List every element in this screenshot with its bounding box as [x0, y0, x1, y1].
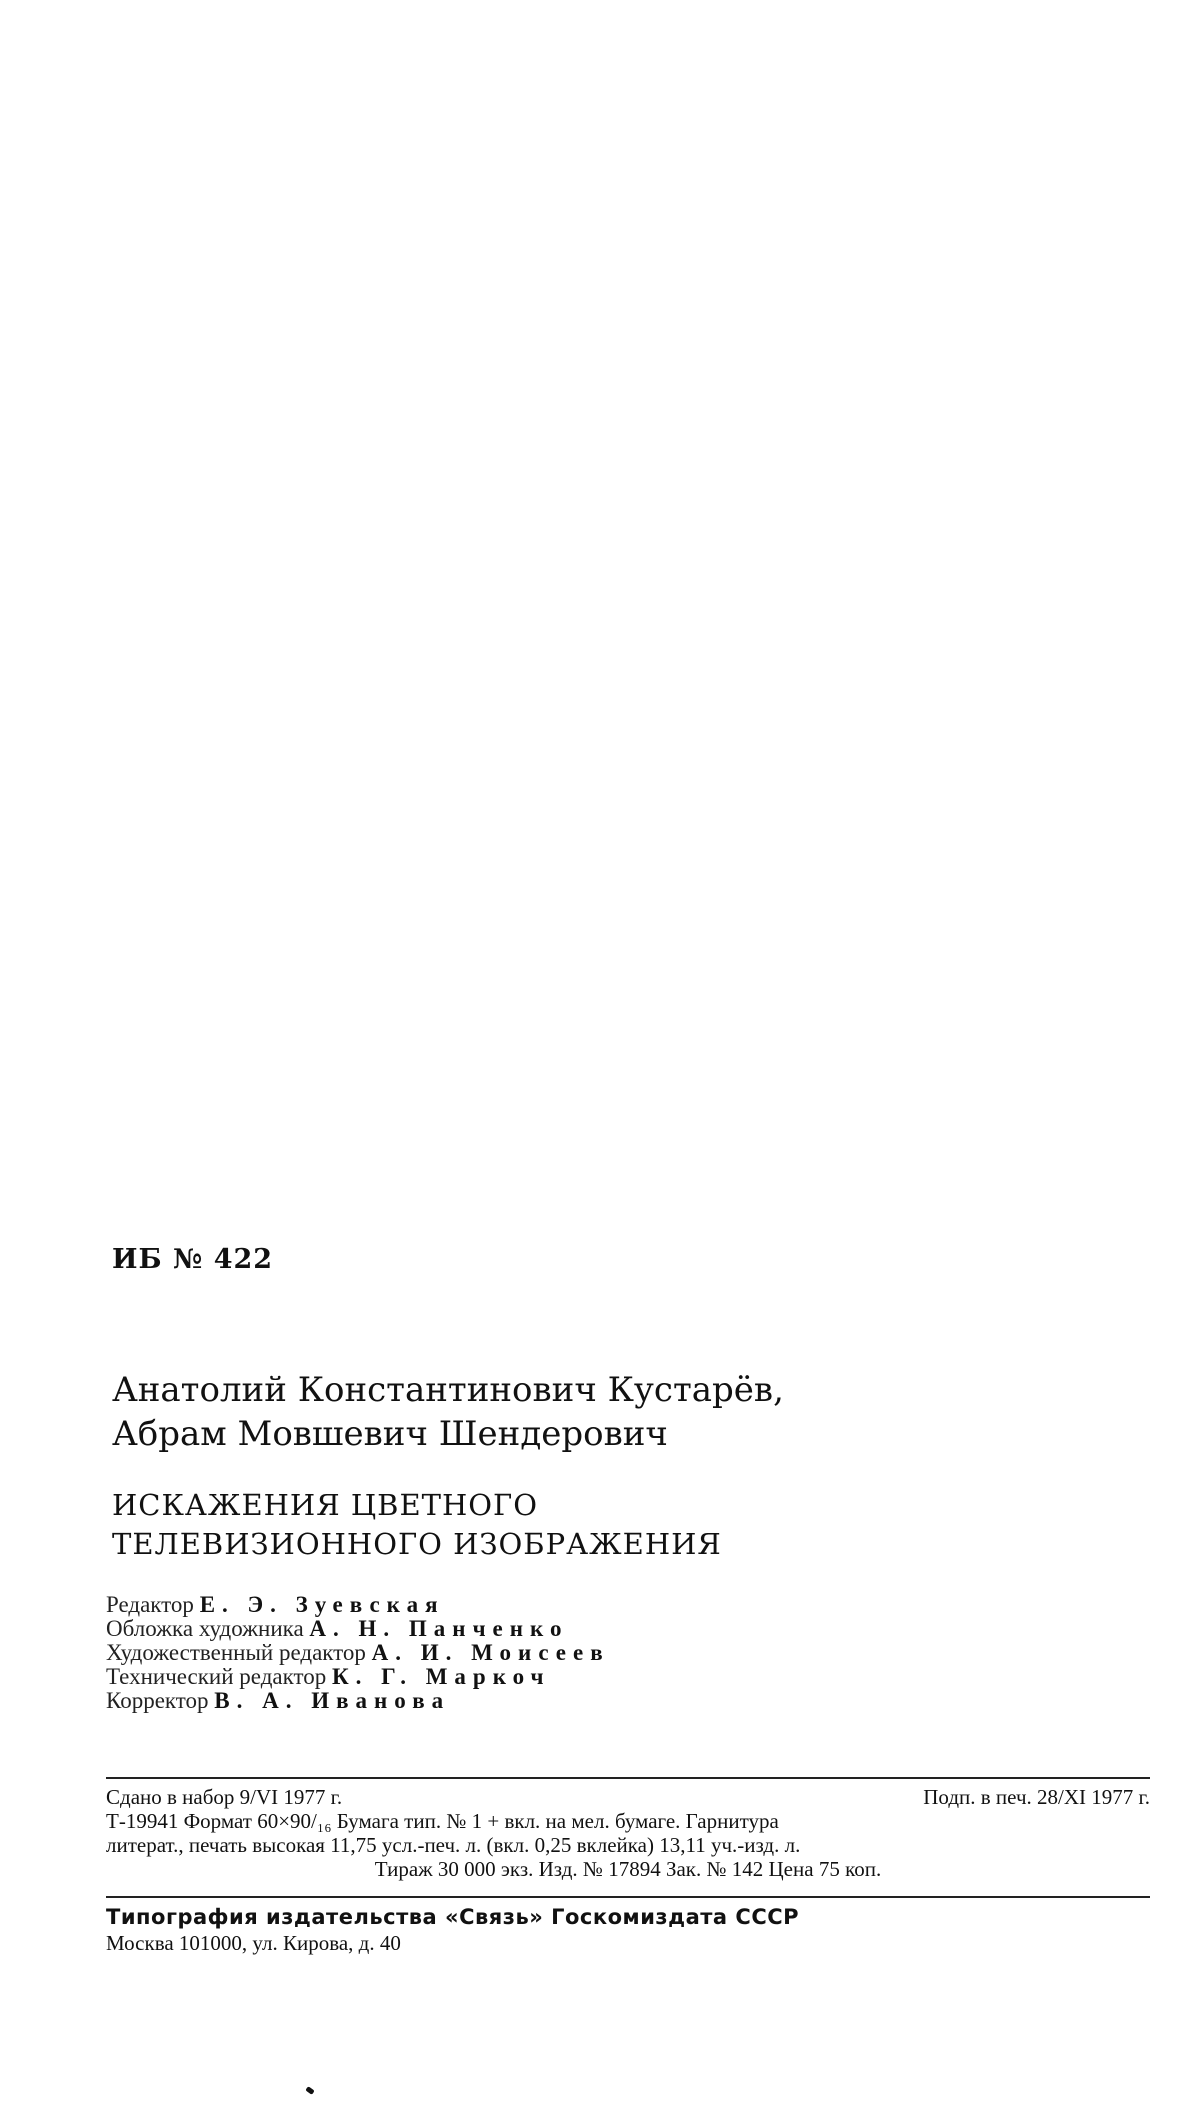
book-title [112, 1486, 722, 1564]
divider-rule [106, 1777, 1150, 1779]
imprint-print-run: Тираж 30 000 экз. Изд. № 17894 Зак. № 142 Цена 75 коп. [374, 1857, 882, 1881]
authors-block [112, 1368, 784, 1456]
ib-number: ИБ № 422 [112, 1244, 274, 1275]
printer-address: Москва 101000, ул. Кирова, д. 40 [106, 1931, 401, 1955]
credit-line [106, 1689, 610, 1713]
printer-block [106, 1904, 799, 1956]
credit-line [106, 1641, 610, 1665]
credit-person: А. И. Моисеев [371, 1640, 610, 1665]
credit-person: В. А. Иванова [214, 1688, 451, 1713]
ink-speck [305, 2086, 314, 2095]
printer-name: Типография издательства «Связь» Госкомиздата СССР [106, 1905, 800, 1929]
credit-role: Технический редактор [106, 1664, 327, 1689]
imprint-line: Т-19941 Формат 60×90/₁₆ Бумага тип. № 1 + вкл. на мел. бумаге. Гарнитура [106, 1809, 779, 1833]
divider-rule [106, 1896, 1150, 1898]
credit-role: Корректор [106, 1688, 209, 1713]
credit-person: Е. Э. Зуевская [199, 1592, 445, 1617]
imprint-block [106, 1785, 1150, 1881]
credit-person: А. Н. Панченко [309, 1616, 569, 1641]
author-name: Анатолий Константинович Кустарёв, [112, 1370, 784, 1410]
credit-line [106, 1593, 610, 1617]
book-title-line: ИСКАЖЕНИЯ ЦВЕТНОГО [112, 1488, 539, 1522]
signed-date: Подп. в печ. 28/XI 1977 г. [923, 1785, 1150, 1809]
credit-line [106, 1665, 610, 1689]
credit-role: Художественный редактор [106, 1640, 366, 1665]
credits-block [106, 1593, 610, 1713]
credit-person: К. Г. Маркоч [331, 1664, 551, 1689]
credit-role: Редактор [106, 1592, 194, 1617]
credit-role: Обложка художника [106, 1616, 304, 1641]
credit-line [106, 1617, 610, 1641]
imprint-line: литерат., печать высокая 11,75 усл.-печ. л. (вкл. 0,25 вклейка) 13,11 уч.-изд. л. [106, 1833, 801, 1857]
book-title-line: ТЕЛЕВИЗИОННОГО ИЗОБРАЖЕНИЯ [112, 1527, 722, 1561]
imprint-dates-row [106, 1785, 1150, 1809]
author-name: Абрам Мовшевич Шендерович [112, 1414, 668, 1454]
submitted-date: Сдано в набор 9/VI 1977 г. [106, 1785, 343, 1809]
